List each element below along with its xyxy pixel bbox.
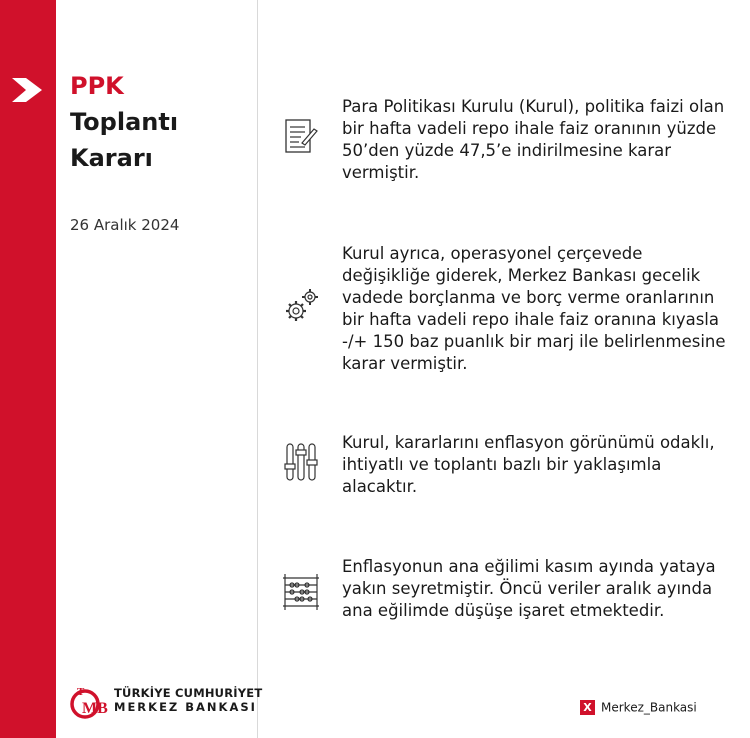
svg-text:T: T [77,686,85,698]
sliders-icon [281,442,321,482]
side-accent-bar [0,0,56,738]
title-line-ppk: PPK [70,72,124,100]
title-line-karari: Kararı [70,144,153,172]
decision-item-corridor: Kurul ayrıca, operasyonel çerçevede değişikliğe giderek, Merkez Bankası gecelik vadede borçlanma ve borç verme oranlarının bir hafta vadeli repo ihale faiz oranına kıyasla -/+ 150 baz puanlık bir marj ile belirlenmesine karar vermiştir. [342,244,726,373]
bank-name-line2: MERKEZ BANKASI [114,700,257,714]
social-handle-text: Merkez_Bankasi [601,700,697,715]
bank-name [114,686,262,714]
tcmb-logo-icon [68,684,110,720]
decision-item-inflation-trend: Enflasyonun ana eğilimi kasım ayında yataya yakın seyretmiştir. Öncü veriler aralık ayında ana eğilimde düşüşe işaret etmektedir. [342,557,716,620]
decision-item-policy-rate: Para Politikası Kurulu (Kurul), politika faizi olan bir hafta vadeli repo ihale faiz oranının yüzde 50’den yüzde 47,5’e indirilmesine karar vermiştir. [342,97,725,182]
social-handle[interactable] [580,700,697,715]
vertical-divider [257,0,258,738]
chevron-right-icon [10,76,44,104]
bank-name-line1: TÜRKİYE CUMHURİYET [114,686,263,700]
title-line-toplanti: Toplantı [70,108,179,136]
x-logo-icon: X [580,700,595,715]
svg-text:MB: MB [82,700,108,717]
meeting-date: 26 Aralık 2024 [70,216,180,234]
abacus-icon [281,572,321,612]
decision-item-approach: Kurul, kararlarını enflasyon görünümü odaklı, ihtiyatlı ve toplantı bazlı bir yaklaşımla alacaktır. [342,433,715,496]
document-pen-icon [281,116,321,156]
gears-icon [281,286,321,326]
page-title [70,68,178,176]
